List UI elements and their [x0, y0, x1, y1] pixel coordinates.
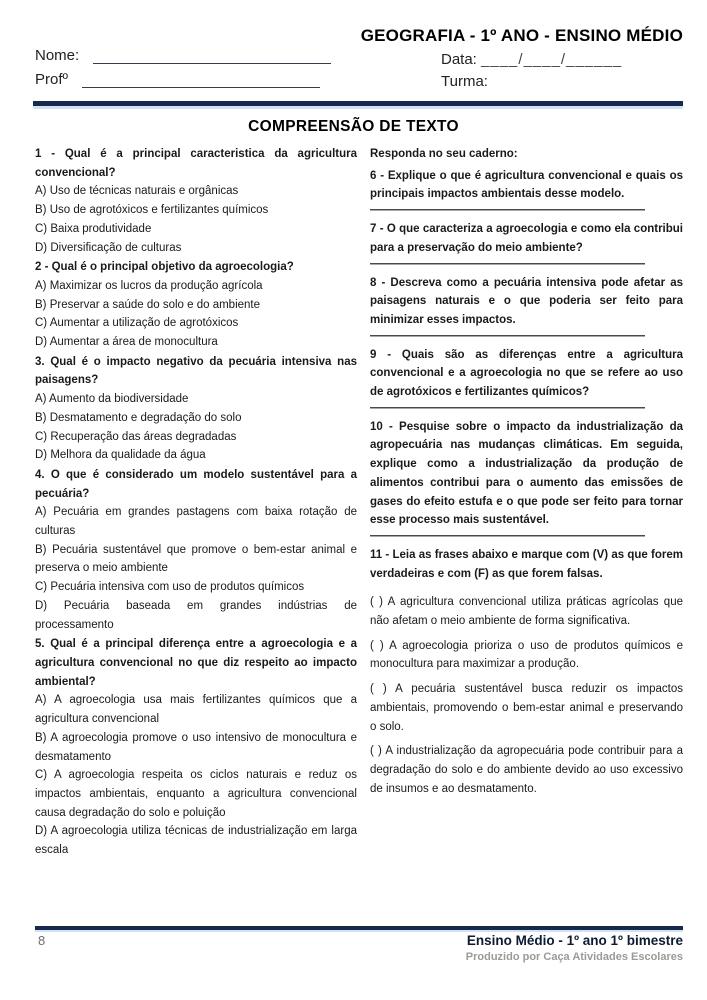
course-title: GEOGRAFIA - 1º ANO - ENSINO MÉDIO	[360, 26, 683, 45]
mcq-column	[35, 145, 357, 861]
prof-field-row	[35, 64, 361, 88]
question-5-option-b: B) A agroecologia promove o uso intensivo de monocultura e desmatamento	[35, 731, 357, 763]
credit-label: Produzido por Caça Atividades Escolares	[465, 951, 683, 963]
footer-row	[35, 933, 683, 963]
question-4	[35, 466, 357, 634]
footer	[35, 926, 683, 963]
question-3-option-d: D) Melhora da qualidade da água	[35, 449, 206, 462]
question-8-text: 8 - Descreva como a pecuária intensiva pode afetar as paisagens naturais e o que poderia ser feito para minimizar esses impactos.	[370, 276, 683, 326]
question-1-heading: 1 - Qual é a principal caracteristica da agricultura convencional?	[35, 148, 357, 179]
question-6-text: 6 - Explique o que é agricultura convencional e quais os principais impactos ambientais desse modelo.	[370, 169, 683, 201]
answer-rule	[370, 535, 645, 537]
question-5-option-a: A) A agroecologia usa mais fertilizantes químicos que a agricultura convencional	[35, 694, 357, 726]
turma-label: Turma:	[441, 73, 488, 90]
essay-instruction: Responda no seu caderno:	[370, 148, 518, 160]
question-5-option-c: C) A agroecologia respeita os ciclos naturais e reduz os impactos ambientais, enquanto a agricultura convencional causa degradação do solo e poluição	[35, 769, 357, 819]
question-5-heading: 5. Qual é a principal diferença entre a agroecologia e a agricultura convencional no que diz respeito ao impacto ambiental?	[35, 638, 357, 688]
date-blanks: ____/____/______	[481, 51, 623, 68]
question-2-option-a: A) Maximizar os lucros da produção agrícola	[35, 279, 263, 292]
true-false-items	[370, 593, 683, 798]
question-3-option-b: B) Desmatamento e degradação do solo	[35, 411, 242, 424]
answer-rule	[370, 263, 645, 265]
turma-row	[441, 71, 683, 93]
question-4-heading: 4. O que é considerado um modelo sustentável para a pecuária?	[35, 468, 357, 500]
date-label: Data:	[441, 51, 477, 68]
question-2-option-c: C) Aumentar a utilização de agrotóxicos	[35, 317, 239, 330]
worksheet-title: COMPREENSÃO DE TEXTO	[248, 118, 459, 135]
question-9	[370, 346, 683, 409]
name-label: Nome:	[35, 47, 80, 64]
question-8	[370, 274, 683, 337]
date-row	[441, 49, 683, 71]
question-3-option-a: A) Aumento da biodiversidade	[35, 393, 189, 406]
question-5-option-d: D) A agroecologia utiliza técnicas de industrialização em larga escala	[35, 825, 357, 857]
question-4-option-d: D) Pecuária baseada em grandes indústrias de processamento	[35, 599, 357, 631]
question-2-option-b: B) Preservar a saúde do solo e do ambiente	[35, 298, 261, 311]
answer-rule	[370, 335, 645, 337]
question-3-heading: 3. Qual é o impacto negativo da pecuária intensiva nas paisagens?	[35, 355, 357, 387]
question-1-option-a: A) Uso de técnicas naturais e orgânicas	[35, 185, 239, 198]
content-columns	[35, 145, 683, 861]
question-1-option-d: D) Diversificação de culturas	[35, 241, 182, 254]
question-2-option-d: D) Aumentar a área de monocultura	[35, 336, 218, 349]
page-number: 8	[38, 933, 46, 948]
question-6	[370, 167, 683, 211]
question-4-option-b: B) Pecuária sustentável que promove o bem-estar animal e preserva o meio ambiente	[35, 543, 357, 575]
answer-rule	[370, 407, 645, 409]
question-1-option-c: C) Baixa produtividade	[35, 222, 152, 235]
question-1-option-b: B) Uso de agrotóxicos e fertilizantes químicos	[35, 204, 269, 217]
true-false-item-3: ( ) A pecuária sustentável busca reduzir os impactos ambientais, promovendo o bem-estar animal e preservando o solo.	[370, 683, 683, 733]
name-field-row	[35, 40, 361, 64]
question-3	[35, 353, 357, 465]
student-fields	[35, 26, 361, 93]
header-divider-light	[33, 106, 683, 109]
header	[0, 0, 707, 93]
name-field-line	[93, 48, 331, 64]
question-5	[35, 635, 357, 859]
answer-rule	[370, 209, 645, 211]
essay-column	[370, 145, 683, 861]
true-false-item-4: ( ) A industrialização da agropecuária pode contribuir para a degradação do solo e do ambiente devido ao uso excessivo de insumos e ao desmatamento.	[370, 745, 683, 795]
question-7	[370, 220, 683, 264]
prof-label: Profº	[35, 71, 68, 88]
footer-divider-light	[35, 930, 683, 932]
question-10-text: 10 - Pesquise sobre o impacto da industrialização da agropecuária nas mudanças climáticas. Em seguida, explique como a industrialização da produção de alimentos contribui para o aumento das emissões de gases do efeito estufa e o que pode ser feito para tornar esse processo mais sustentável.	[370, 420, 683, 527]
question-3-option-c: C) Recuperação das áreas degradadas	[35, 430, 237, 443]
question-4-option-a: A) Pecuária em grandes pastagens com baixa rotação de culturas	[35, 506, 357, 538]
question-4-option-c: C) Pecuária intensiva com uso de produtos químicos	[35, 581, 305, 594]
edition-label: Ensino Médio - 1º ano 1º bimestre	[466, 933, 683, 948]
question-2	[35, 258, 357, 352]
prof-field-line	[82, 72, 320, 88]
question-11	[370, 546, 683, 798]
true-false-item-1: ( ) A agricultura convencional utiliza práticas agrícolas que não afetam o meio ambiente de forma significativa.	[370, 596, 683, 628]
date-turma-block	[441, 49, 683, 93]
question-7-text: 7 - O que caracteriza a agroecologia e como ela contribui para a preservação do meio ambiente?	[370, 223, 683, 254]
question-9-text: 9 - Quais são as diferenças entre a agricultura convencional e a agroecologia no que se refere ao uso de agrotóxicos e fertilizantes químicos?	[370, 348, 683, 399]
question-2-heading: 2 - Qual é o principal objetivo da agroecologia?	[35, 261, 294, 274]
question-1	[35, 145, 357, 257]
header-right	[361, 26, 683, 93]
question-10	[370, 418, 683, 537]
question-11-heading: 11 - Leia as frases abaixo e marque com (V) as que forem verdadeiras e com (F) as que forem falsas.	[370, 548, 683, 580]
footer-right	[466, 933, 683, 963]
true-false-item-2: ( ) A agroecologia prioriza o uso de produtos químicos e monocultura para maximizar a produção.	[370, 639, 683, 671]
